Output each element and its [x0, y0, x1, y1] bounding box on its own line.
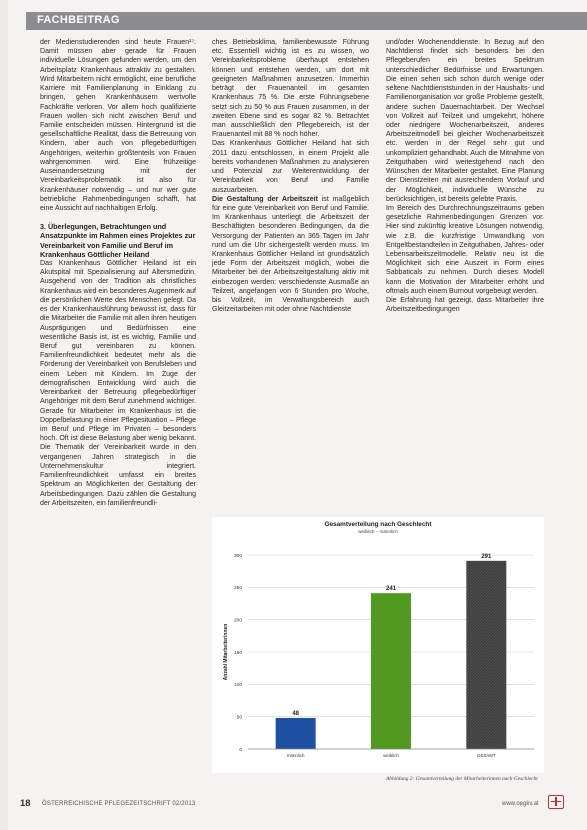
- paragraph: Die Erfahrung hat gezeigt, dass Mitarbeiter ihre Arbeitszeitbedingungen: [386, 297, 544, 314]
- paragraph: ches Betriebsklima, familienbewusste Führung etc. Essentiell wichtig ist es zu wissen, wo Vereinbarkeitsprobleme überhaupt entstehen können und entstehen werden, um dort mit geeigneten Maßnahmen anzusetzen. Immerhin beträgt der Frauenanteil im gesamten Krankenhaus 75 %. Die erste Führungsebene setzt sich zu 50 % aus Frauen zusammen, in der zweiten Ebene sind es sogar 82 %. Betrachtet man ausschließlich den Pflegebereich, ist der Frauenanteil mit 88 % noch höher.: [212, 39, 369, 139]
- y-tick-label: 50: [236, 715, 242, 721]
- article-column-3: [386, 38, 544, 315]
- data-label: 291: [481, 553, 492, 560]
- chart-title: Gesamtverteilung nach Geschlecht: [324, 521, 432, 528]
- bar-0: [276, 718, 316, 749]
- paragraph: der Medienstudierenden sind heute Frauen¹⁷. Damit müssen aber gerade für Frauen individuelle Lösungen gefunden werden, um den Arbeitsplatz Krankenhaus attraktiv zu gestalten. Wird Mitarbeitern nicht ermöglicht, eine berufliche Karriere mit Familienplanung in Einklang zu bringen, gehen Krankenhäusern wertvolle Fachkräfte verloren. Vor allem hoch qualifizierte Frauen wollen sich nicht zwischen Beruf und Familie entscheiden müssen. Hintergrund ist die gesellschaftliche Realität, dass die Betreuung von Kindern, aber auch von pflegebedürftigen Angehörigen, weiterhin größtenteils von Frauen wahrgenommen wird. Eine frühzeitige Auseinandersetzung mit der Vereinbarkeitsproblematik ist also für Krankenhäuser notwendig – und nur wer gute betriebliche Rahmenbedingungen schafft, hat eine Aussicht auf nachhaltigen Erfolg.: [40, 39, 196, 212]
- paragraph-text: ist maßgeblich für eine gute Vereinbarkeit von Beruf und Familie. Im Krankenhaus unterliegt die Arbeitszeit der Beschäftigten besonderen Bedingungen, da die Versorgung der Patienten an 365 Tagen im Jahr rund um die Uhr sichergestellt werden muss. Im Krankenhaus Göttlicher Heiland ist grundsätzlich jede Form der Arbeitszeit möglich, wobei die Mitarbeiter bei der Arbeitszeitgestaltung aktiv mit einbezogen werden: verschiedenste Ausmaße an Teilzeit, angefangen von 6 Stunden pro Woche, bis Vollzeit, im Verwaltungsbereich auch Gleitzeitarbeiten mit oder ohne Nachtdienste: [212, 195, 370, 314]
- section-header-bar: [26, 12, 587, 30]
- x-tick-label: männlich: [286, 753, 305, 758]
- y-tick-label: 200: [233, 618, 242, 624]
- article-column-1: [40, 38, 196, 508]
- y-tick-label: 150: [233, 650, 242, 656]
- website-link[interactable]: www.oegkv.at: [502, 801, 539, 807]
- bar-1: [371, 593, 411, 749]
- emphasis-text: Die Gestaltung der Arbeitszeit: [212, 195, 318, 203]
- bar-chart: [212, 517, 544, 773]
- page-number: 18: [20, 798, 31, 809]
- y-axis-label: Anzahl Mitarbeiterinnen: [223, 623, 229, 681]
- x-tick-label: GESAMT: [477, 753, 496, 758]
- x-tick-label: weiblich: [383, 753, 399, 758]
- journal-name: ÖSTERREICHISCHE PFLEGEZEITSCHRIFT 02/2013: [42, 801, 196, 807]
- article-column-2: [212, 38, 369, 315]
- data-label: 48: [292, 710, 300, 717]
- chart-subtitle: weiblich – männlich: [358, 529, 398, 534]
- y-tick-label: 100: [233, 683, 242, 689]
- page-margin: [0, 0, 8, 830]
- paragraph: Im Bereich des Durchrechnungszeitraums geben gesetzliche Rahmenbedingungen Grenzen vor. Hier sind zukünftig kreative Lösungen notwendig, wie z.B. die kurzfristige Umwandlung von Entgeltbestandteilen in Zeitguthaben, Jahres- oder Lebensarbeitszeitmodelle. Relativ neu ist die Möglichkeit sich eine Auszeit in Form eines Sabbaticals zu nehmen. Durch dieses Modell kann die Motivation der Mitarbeiter erhöht und oftmals auch einem Burnout vorgebeugt werden.: [386, 204, 544, 295]
- paragraph: Das Krankenhaus Göttlicher Heiland hat sich 2011 dazu entschlossen, in einem Projekt alle bereits vorhandenen Maßnahmen zu analysieren und Potenzial zur Weiterentwicklung der Vereinbarkeit von Beruf und Familie auszuarbeiten.: [212, 140, 369, 194]
- y-tick-label: 250: [233, 586, 242, 592]
- chart-canvas: [212, 517, 544, 773]
- paragraph: [212, 195, 369, 315]
- data-label: 241: [385, 586, 397, 593]
- figure-caption: Abbildung 2: Gesamtverteilung der Mitarbeiterinnen nach Geschlecht: [386, 776, 538, 782]
- y-tick-label: 0: [239, 747, 242, 753]
- paragraph: und/oder Wochenenddienste. In Bezug auf den Nachtdienst findet sich besonders bei den Pflegeberufen ein breites Spektrum unterschiedlicher Bedürfnisse und Erwartungen. Die einen sehen sich schon durch wenige oder seltene Nachtdienststunden in der Haushalts- und Familienorganisation vor große Probleme gestellt, andere suchen Dauernachtarbeit. Der Wechsel von Vollzeit auf Teilzeit und umgekehrt, höhere oder niedrigere Wochenarbeitszeit, anderes Arbeitszeitmodell bei gleicher Wochenarbeitszeit etc. werden in der Regel sehr gut und unkompliziert gehandhabt. Auch die Mitnahme von Zeitguthaben wird weitestgehend nach den Wünschen der Mitarbeiter gestaltet. Eine Planung der Dienstzeiten mit ausreichendem Vorlauf und der Möglichkeit, individuelle Wünsche zu berücksichtigen, ist bereits gelebte Praxis.: [386, 39, 544, 203]
- section-heading: 3. Überlegungen, Betrachtungen und Ansatzpunkte im Rahmen eines Projektes zur Vereinbarkeit von Familie und Beruf im Krankenhaus Göttlicher Heiland: [40, 222, 196, 259]
- cross-logo-icon: [548, 795, 564, 809]
- y-tick-label: 300: [233, 553, 242, 559]
- section-title: FACHBEITRAG: [37, 14, 120, 26]
- bar-2: [466, 561, 506, 749]
- paragraph: Das Krankenhaus Göttlicher Heiland ist ein Akutspital mit Spezialisierung auf Altersmedizin. Ausgehend von der Tradition als christliches Krankenhaus wird ein besonderes Augenmerk auf die persönlichen Werte des Menschen gelegt. Da es der Krankenhausführung bewusst ist, dass für die Mitarbeiter die Familie mit allen ihren heutigen Ausprägungen und Bedürfnissen eine wesentliche Basis ist, ist es wichtig, Familie und Beruf gut vereinbaren zu können. Familienfreundlichkeit bedeutet mehr als die Förderung der Vereinbarkeit von Berufsleben und einem Leben mit Kindern. Im Zuge der demografischen Entwicklung wird auch die Vereinbarkeit der Betreuung pflegebedürftiger Angehöriger mit dem Beruf zunehmend wichtiger. Gerade für Mitarbeiter im Krankenhaus ist die Doppelbelastung in einer Pflegesituation – Pflege im Beruf und Pflege im Privaten – besonders hoch. Oft ist diese Belastung aber wenig bekannt. Die Thematik der Vereinbarkeit wurde in den vergangenen Jahren strategisch in die Unternehmenskultur integriert. Familienfreundlichkeit umfasst ein breites Spektrum an Möglichkeiten der Gestaltung der Arbeitsbedingungen. Dazu zählen die Gestaltung der Arbeitszeiten, ein familienfreundli-: [40, 260, 196, 507]
